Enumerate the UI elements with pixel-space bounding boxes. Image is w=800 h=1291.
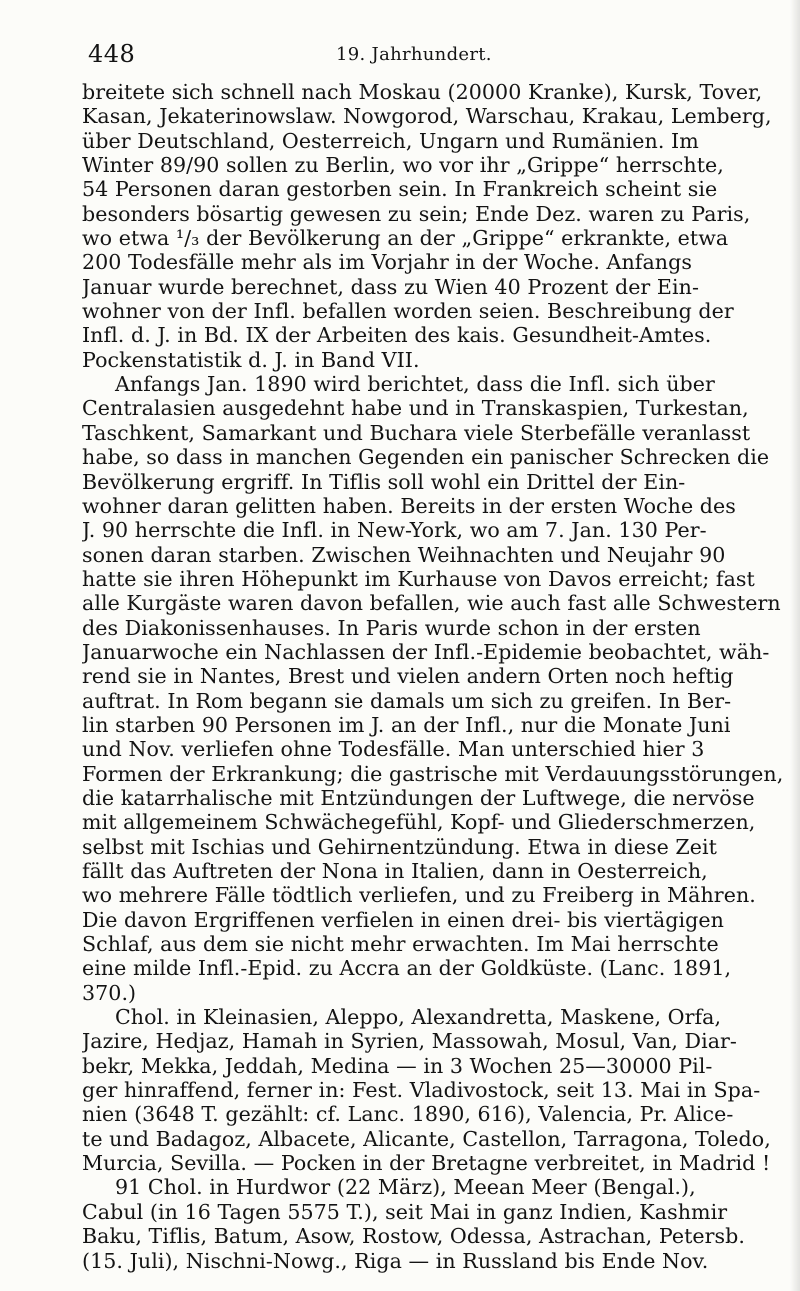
text-line: Formen der Erkrankung; die gastrische mit Verdauungsstörungen, <box>82 761 784 786</box>
text-line: eine milde Infl.-Epid. zu Accra an der Goldküste. (Lanc. 1891, <box>82 956 732 981</box>
text-line: sonen daran starben. Zwischen Weihnachten und Neujahr 90 <box>82 542 726 567</box>
text-line: wohner von der Infl. befallen worden seien. Beschreibung der <box>82 299 734 324</box>
text-line: Centralasien ausgedehnt habe und in Transkaspien, Turkestan, <box>82 396 749 421</box>
text-line: 200 Todesfälle mehr als im Vorjahr in der Woche. Anfangs <box>82 250 692 275</box>
text-line: alle Kurgäste waren davon befallen, wie auch fast alle Schwestern <box>82 591 781 616</box>
text-line: wo mehrere Fälle tödtlich verliefen, und zu Freiberg in Mähren. <box>82 883 756 908</box>
text-line: Januarwoche ein Nachlassen der Infl.-Epidemie beobachtet, wäh- <box>82 639 770 664</box>
text-line: J. 90 herrschte die Infl. in New-York, wo am 7. Jan. 130 Per- <box>82 518 707 543</box>
paragraph-start-line: Chol. in Kleinasien, Aleppo, Alexandretta, Maskene, Orfa, <box>115 1005 722 1030</box>
text-line: Jazire, Hedjaz, Hamah in Syrien, Massowah, Mosul, Van, Diar- <box>82 1029 737 1054</box>
text-line: mit allgemeinem Schwächegefühl, Kopf- und Gliederschmerzen, <box>82 810 756 835</box>
page-header <box>88 40 760 76</box>
text-line: hatte sie ihren Höhepunkt im Kurhause von Davos erreicht; fast <box>82 566 755 591</box>
text-line: wo etwa ¹/₃ der Bevölkerung an der „Grippe“ erkrankte, etwa <box>82 226 729 251</box>
text-line: Taschkent, Samarkant und Buchara viele Sterbefälle veranlasst <box>82 420 751 445</box>
text-line: te und Badagoz, Albacete, Alicante, Castellon, Tarragona, Toledo, <box>82 1126 771 1151</box>
text-line: selbst mit Ischias und Gehirnentzündung. Etwa in diese Zeit <box>82 834 717 859</box>
paragraph-start-line: Anfangs Jan. 1890 wird berichtet, dass die Infl. sich über <box>115 372 715 397</box>
text-line: Baku, Tiflis, Batum, Asow, Rostow, Odessa, Astrachan, Petersb. <box>82 1224 745 1249</box>
text-line: Cabul (in 16 Tagen 5575 T.), seit Mai in ganz Indien, Kashmir <box>82 1199 728 1224</box>
text-line: wohner daran gelitten haben. Bereits in der ersten Woche des <box>82 493 736 518</box>
running-head: 19. Jahrhundert. <box>336 44 492 65</box>
text-line: besonders bösartig gewesen zu sein; Ende Dez. waren zu Paris, <box>82 201 751 226</box>
paragraph-start-line: 91 Chol. in Hurdwor (22 März), Meean Meer (Bengal.), <box>115 1175 696 1200</box>
text-line: 54 Personen daran gestorben sein. In Frankreich scheint sie <box>82 177 718 202</box>
text-line: über Deutschland, Oesterreich, Ungarn und Rumänien. Im <box>82 128 699 153</box>
text-line: Kasan, Jekaterinowslaw. Nowgorod, Warschau, Krakau, Lemberg, <box>82 104 772 129</box>
text-line: nien (3648 T. gezählt: cf. Lanc. 1890, 616), Valencia, Pr. Alice- <box>82 1102 734 1127</box>
text-line: bekr, Mekka, Jeddah, Medina — in 3 Wochen 25—30000 Pil- <box>82 1053 713 1078</box>
text-line: Schlaf, aus dem sie nicht mehr erwachten. Im Mai herrschte <box>82 932 719 957</box>
text-line: fällt das Auftreten der Nona in Italien, dann in Oesterreich, <box>82 859 708 883</box>
text-line: 370.) <box>82 980 137 1005</box>
text-line: lin starben 90 Personen im J. an der Infl., nur die Monate Juni <box>82 712 731 737</box>
text-line: auftrat. In Rom begann sie damals um sich zu greifen. In Ber- <box>82 688 732 713</box>
text-line: des Diakonissenhauses. In Paris wurde schon in der ersten <box>82 615 701 640</box>
text-line: Bevölkerung ergriff. In Tiflis soll wohl ein Drittel der Ein- <box>82 469 686 494</box>
text-line: ger hinraffend, ferner in: Fest. Vladivostock, seit 13. Mai in Spa- <box>82 1078 761 1103</box>
text-line: Winter 89/90 sollen zu Berlin, wo vor ihr „Grippe“ herrschte, <box>82 153 724 178</box>
text-line: die katarrhalische mit Entzündungen der Luftwege, die nervöse <box>82 785 755 810</box>
text-line: Pockenstatistik d. J. in Band VII. <box>82 347 420 372</box>
text-line: Die davon Ergriffenen verfielen in einen drei- bis viertägigen <box>82 907 724 932</box>
text-line: Infl. d. J. in Bd. IX der Arbeiten des kais. Gesundheit-Amtes. <box>82 323 712 348</box>
body-text <box>82 80 794 1273</box>
text-line: rend sie in Nantes, Brest und vielen andern Orten noch heftig <box>82 664 734 689</box>
text-line: habe, so dass in manchen Gegenden ein panischer Schrecken die <box>82 445 770 470</box>
text-line: breitete sich schnell nach Moskau (20000 Kranke), Kursk, Tover, <box>82 80 763 104</box>
text-line: und Nov. verliefen ohne Todesfälle. Man unterschied hier 3 <box>82 737 705 762</box>
text-line: Januar wurde berechnet, dass zu Wien 40 Prozent der Ein- <box>82 274 699 299</box>
text-line: Murcia, Sevilla. — Pocken in der Bretagne verbreitet, in Madrid ! <box>82 1151 771 1176</box>
page-number: 448 <box>88 40 136 68</box>
text-line: (15. Juli), Nischni-Nowg., Riga — in Russland bis Ende Nov. <box>82 1248 709 1273</box>
